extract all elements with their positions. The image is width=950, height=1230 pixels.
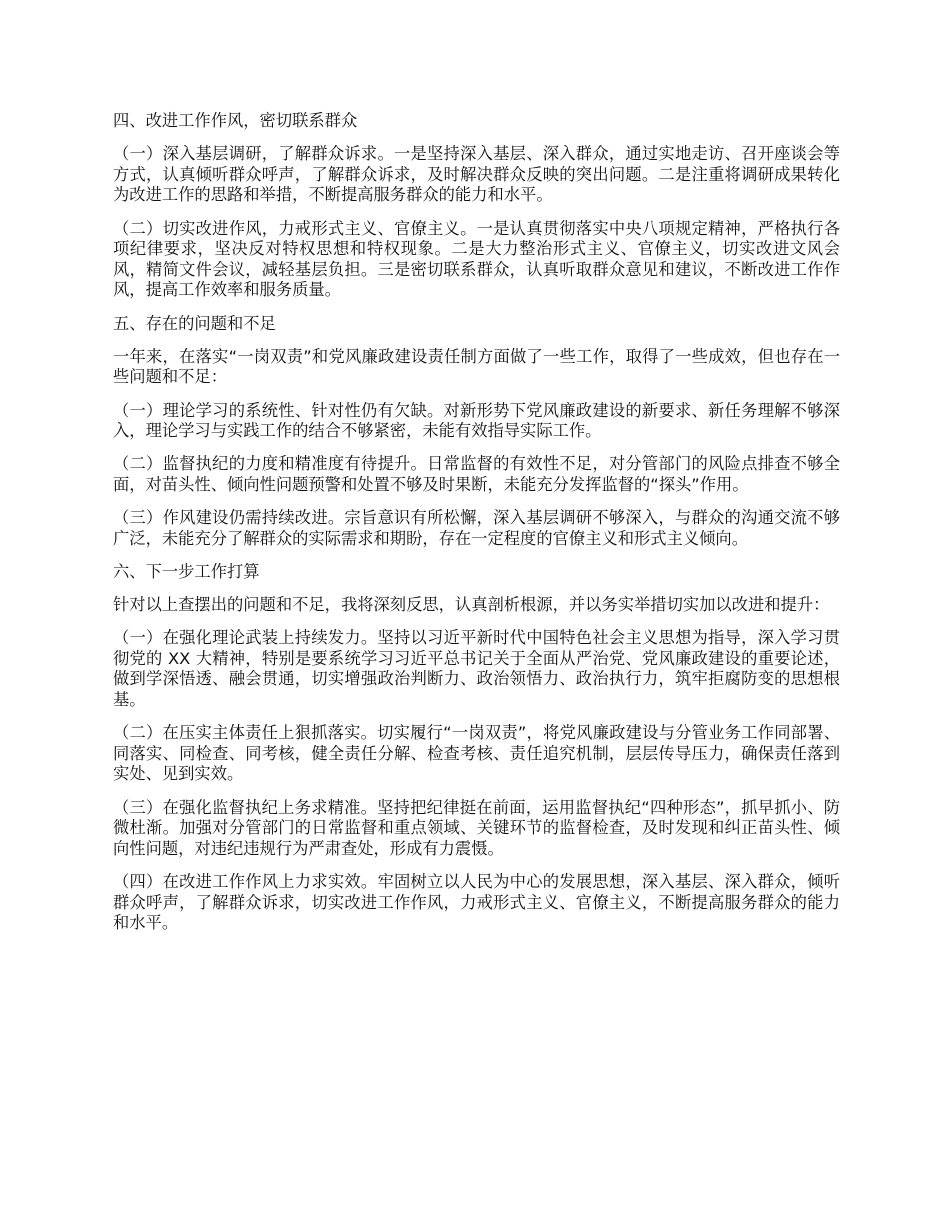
- paragraph: （二）切实改进作风，力戒形式主义、官僚主义。一是认真贯彻落实中央八项规定精神，严格执行各项纪律要求，坚决反对特权思想和特权现象。二是大力整治形式主义、官僚主义，切实改进文风会风，精简文件会议，减轻基层负担。三是密切联系群众，认真听取群众意见和建议，不断改进工作作风，提高工作效率和服务质量。: [113, 218, 840, 300]
- paragraph: （四）在改进工作作风上力求实效。牢固树立以人民为中心的发展思想，深入基层、深入群众，倾听群众呼声，了解群众诉求，切实改进工作作风，力戒形式主义、官僚主义，不断提高服务群众的能力和水平。: [113, 871, 840, 933]
- document-body: [113, 111, 840, 946]
- paragraph: 一年来，在落实“一岗双责”和党风廉政建设责任制方面做了一些工作，取得了一些成效，但也存在一些问题和不足：: [113, 346, 840, 387]
- paragraph: （一）深入基层调研，了解群众诉求。一是坚持深入基层、深入群众，通过实地走访、召开座谈会等方式，认真倾听群众呼声，了解群众诉求，及时解决群众反映的突出问题。二是注重将调研成果转化为改进工作的思路和举措，不断提高服务群众的能力和水平。: [113, 144, 840, 205]
- paragraph: （二）监督执纪的力度和精准度有待提升。日常监督的有效性不足，对分管部门的风险点排查不够全面，对苗头性、倾向性问题预警和处置不够及时果断，未能充分发挥监督的“探头”作用。: [113, 454, 840, 494]
- section-heading-6: 六、下一步工作打算: [113, 561, 260, 581]
- section-heading-5: 五、存在的问题和不足: [113, 313, 276, 333]
- paragraph: （一）理论学习的系统性、针对性仍有欠缺。对新形势下党风廉政建设的新要求、新任务理解不够深入，理论学习与实践工作的结合不够紧密，未能有效指导实际工作。: [113, 400, 840, 441]
- section-heading-4: 四、改进工作作风，密切联系群众: [113, 111, 358, 130]
- paragraph: （三）在强化监督执纪上务求精准。坚持把纪律挺在前面，运用监督执纪“四种形态”，抓早抓小、防微杜渐。加强对分管部门的日常监督和重点领域、关键环节的监督检查，及时发现和纠正苗头性、倾向性问题，对违纪违规行为严肃查处，形成有力震慑。: [113, 797, 840, 858]
- paragraph: （一）在强化理论武装上持续发力。坚持以习近平新时代中国特色社会主义思想为指导，深入学习贯彻党的 XX 大精神，特别是要系统学习习近平总书记关于全面从严治党、党风廉政建设的重要论述，做到学深悟透、融会贯通，切实增强政治判断力、政治领悟力、政治执行力，筑牢拒腐防变的思想根基。: [113, 628, 840, 709]
- paragraph: （三）作风建设仍需持续改进。宗旨意识有所松懈，深入基层调研不够深入，与群众的沟通交流不够广泛，未能充分了解群众的实际需求和期盼，存在一定程度的官僚主义和形式主义倾向。: [113, 508, 840, 548]
- paragraph: （二）在压实主体责任上狠抓落实。切实履行“一岗双责”，将党风廉政建设与分管业务工作同部署、同落实、同检查、同考核，健全责任分解、检查考核、责任追究机制，层层传导压力，确保责任落到实处、见到实效。: [113, 723, 840, 784]
- paragraph: 针对以上查摆出的问题和不足，我将深刻反思，认真剖析根源，并以务实举措切实加以改进和提升：: [113, 595, 830, 615]
